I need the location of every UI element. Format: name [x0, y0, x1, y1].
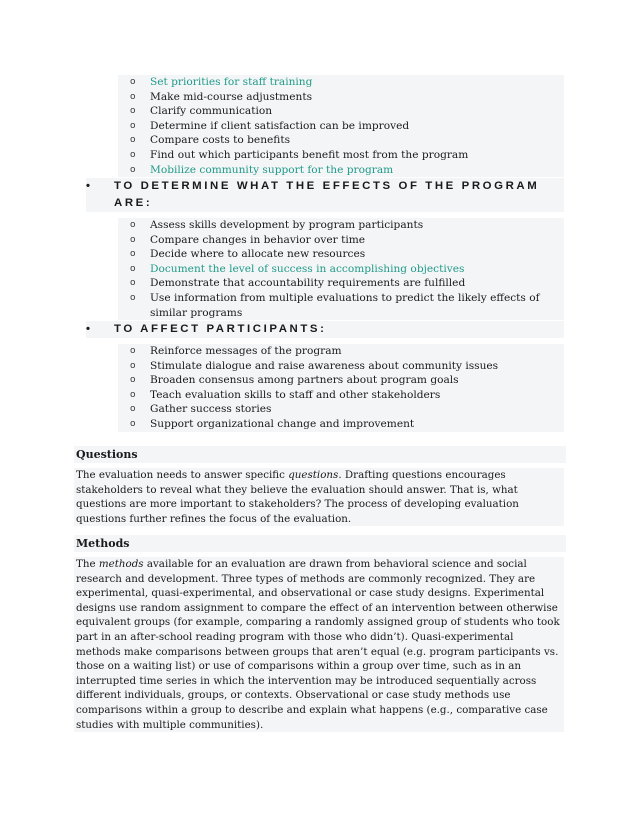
circle-bullet-icon: o: [130, 249, 136, 260]
list-item: [118, 133, 564, 148]
list-item-text: Support organizational change and improvement: [150, 417, 415, 430]
circle-bullet-icon: o: [130, 135, 136, 146]
list-program-effects: [118, 218, 564, 320]
circle-bullet-icon: o: [130, 278, 136, 289]
list-item: [118, 359, 564, 374]
list-item-text: Determine if client satisfaction can be improved: [150, 119, 410, 132]
list-item-link[interactable]: Document the level of success in accomplishing objectives: [150, 262, 465, 275]
circle-bullet-icon: o: [130, 106, 136, 117]
bullet-icon: •: [86, 180, 90, 192]
list-item-text: Broaden consensus among partners about program goals: [150, 374, 459, 387]
list-item: [118, 373, 564, 388]
list-item-text: Assess skills development by program participants: [150, 219, 424, 231]
list-item: [118, 90, 564, 105]
list-item: [118, 344, 564, 359]
circle-bullet-icon: o: [130, 404, 136, 415]
list-item: [118, 417, 564, 432]
list-item: [118, 388, 564, 403]
section-title-methods: Methods: [74, 535, 566, 552]
list-affect-participants: [118, 344, 564, 432]
heading-text: TO DETERMINE WHAT THE EFFECTS OF THE PROGRAM ARE:: [114, 180, 540, 209]
circle-bullet-icon: o: [130, 375, 136, 386]
list-item: [118, 148, 564, 163]
heading-affect-participants: [86, 321, 564, 338]
circle-bullet-icon: o: [130, 346, 136, 356]
circle-bullet-icon: o: [130, 389, 136, 400]
list-item-text: Find out which participants benefit most from the program: [150, 148, 469, 161]
italic-term: methods: [98, 558, 144, 570]
list-item: [118, 291, 564, 320]
list-item: [118, 276, 564, 291]
list-item-text: Teach evaluation skills to staff and other stakeholders: [150, 388, 441, 401]
bullet-icon: •: [86, 323, 90, 335]
section-title-questions: Questions: [74, 446, 566, 463]
list-item-text: Reinforce messages of the program: [150, 345, 342, 357]
list-item-text: Use information from multiple evaluations to predict the likely effects of similar programs: [150, 291, 540, 319]
list-item[interactable]: [118, 262, 564, 277]
list-item-text: Compare changes in behavior over time: [150, 233, 366, 246]
list-item-text: Demonstrate that accountability requirements are fulfilled: [150, 277, 466, 290]
circle-bullet-icon: o: [130, 120, 136, 131]
heading-program-effects: [86, 178, 564, 212]
circle-bullet-icon: o: [130, 164, 136, 175]
list-item-text: Decide where to allocate new resources: [150, 248, 366, 261]
list-item-text: Gather success stories: [150, 403, 272, 416]
circle-bullet-icon: o: [130, 360, 136, 371]
list-evaluation-uses: [118, 75, 564, 177]
circle-bullet-icon: o: [130, 149, 136, 160]
list-item[interactable]: [118, 163, 564, 178]
list-item-text: Make mid-course adjustments: [150, 90, 313, 103]
circle-bullet-icon: o: [130, 220, 136, 230]
circle-bullet-icon: o: [130, 91, 136, 102]
list-item: [118, 104, 564, 119]
heading-text: TO AFFECT PARTICIPANTS:: [114, 323, 327, 335]
circle-bullet-icon: o: [130, 418, 136, 429]
list-item: [118, 247, 564, 262]
list-item: [118, 233, 564, 248]
list-item: [118, 402, 564, 417]
circle-bullet-icon: o: [130, 234, 136, 245]
italic-term: questions: [288, 469, 339, 481]
list-item[interactable]: [118, 75, 564, 90]
list-item: [118, 218, 564, 233]
circle-bullet-icon: o: [130, 292, 136, 303]
list-item-link[interactable]: Set priorities for staff training: [150, 76, 313, 88]
list-item-link[interactable]: Mobilize community support for the program: [150, 163, 394, 176]
list-item-text: Compare costs to benefits: [150, 134, 291, 147]
paragraph-methods: The methods available for an evaluation are drawn from behavioral science and social research and development. Three types of methods are commonly recognized. They are experimental, quasi-experimental, and observational or case study designs. Experimental designs use random assignment to compare the effect of an intervention between otherwise equivalent groups (for example, comparing a randomly assigned group of students who took part in an after-school reading program with those who didn’t). Quasi-experimental methods make comparisons between groups that aren’t equal (e.g. program participants vs. those on a waiting list) or use of comparisons within a group over time, such as in an interrupted time series in which the intervention may be introduced sequentially across different individuals, groups, or contexts. Observational or case study methods use comparisons within a group to describe and explain what happens (e.g., comparative case studies with multiple communities).: [74, 557, 564, 732]
list-item-text: Clarify communication: [150, 105, 273, 118]
list-item-text: Stimulate dialogue and raise awareness about community issues: [150, 359, 499, 372]
circle-bullet-icon: o: [130, 263, 136, 274]
paragraph-questions: The evaluation needs to answer specific questions. Drafting questions encourages stakeholders to reveal what they believe the evaluation should answer. That is, what questions are more important to stakeholders? The process of developing evaluation questions further refines the focus of the evaluation.: [74, 468, 564, 526]
circle-bullet-icon: o: [130, 77, 136, 87]
list-item: [118, 119, 564, 134]
